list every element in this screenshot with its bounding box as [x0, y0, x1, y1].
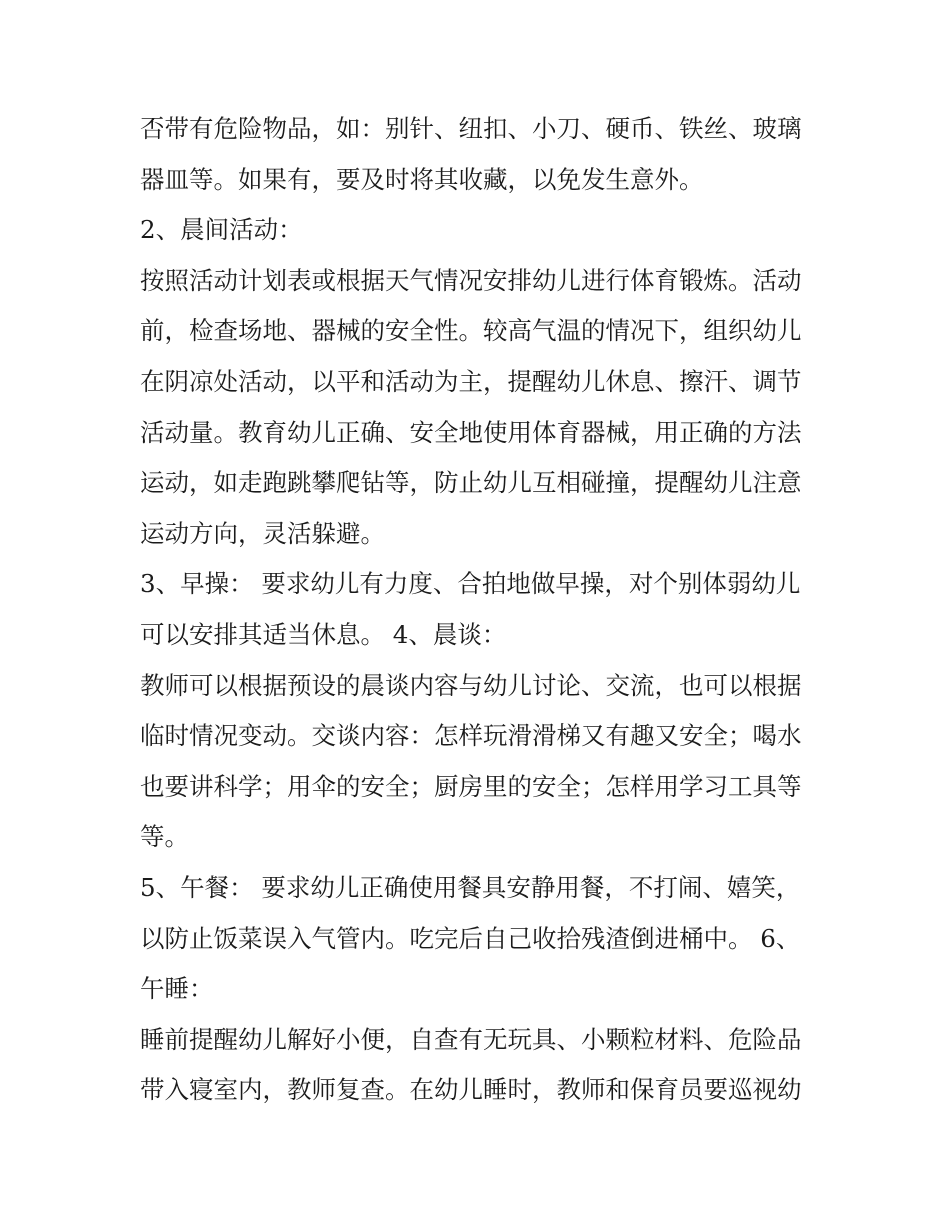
text-line: 可以安排其适当休息。 4、晨谈：: [140, 619, 507, 649]
text-line: 3、早操： 要求幼儿有力度、合拍地做早操，对个别体弱幼儿: [140, 569, 801, 599]
text-line: 前，检查场地、器械的安全性。较高气温的情况下，组织幼儿: [140, 316, 802, 346]
text-line: 运动，如走跑跳攀爬钻等，防止幼儿互相碰撞，提醒幼儿注意: [140, 468, 802, 498]
document-body: [140, 104, 830, 1116]
text-line: 带入寝室内，教师复查。在幼儿睡时，教师和保育员要巡视幼: [140, 1075, 802, 1105]
section-heading: 午睡：: [140, 974, 214, 1004]
text-line: 否带有危险物品，如：别针、纽扣、小刀、硬币、铁丝、玻璃: [140, 114, 802, 143]
text-line: 活动量。教育幼儿正确、安全地使用体育器械，用正确的方法: [140, 417, 802, 447]
text-line: 运动方向，灵活躲避。: [140, 518, 385, 548]
section-heading: 2、晨间活动：: [140, 215, 303, 245]
text-line: 在阴凉处活动，以平和活动为主，提醒幼儿休息、擦汗、调节: [140, 366, 802, 396]
text-line: 教师可以根据预设的晨谈内容与幼儿讨论、交流，也可以根据: [140, 670, 802, 700]
text-line: 也要讲科学；用伞的安全；厨房里的安全；怎样用学习工具等: [140, 771, 802, 801]
text-line: 等。: [140, 822, 189, 852]
text-line: 睡前提醒幼儿解好小便，自查有无玩具、小颗粒材料、危险品: [140, 1024, 802, 1054]
text-line: 器皿等。如果有，要及时将其收藏，以免发生意外。: [140, 164, 704, 194]
text-line: 按照活动计划表或根据天气情况安排幼儿进行体育锻炼。活动: [140, 265, 802, 295]
text-line: 5、午餐： 要求幼儿正确使用餐具安静用餐，不打闹、嬉笑，: [140, 872, 801, 902]
text-line: 以防止饭菜误入气管内。吃完后自己收拾残渣倒进桶中。 6、: [140, 923, 801, 953]
text-line: 临时情况变动。交谈内容：怎样玩滑滑梯又有趣又安全；喝水: [140, 721, 802, 751]
